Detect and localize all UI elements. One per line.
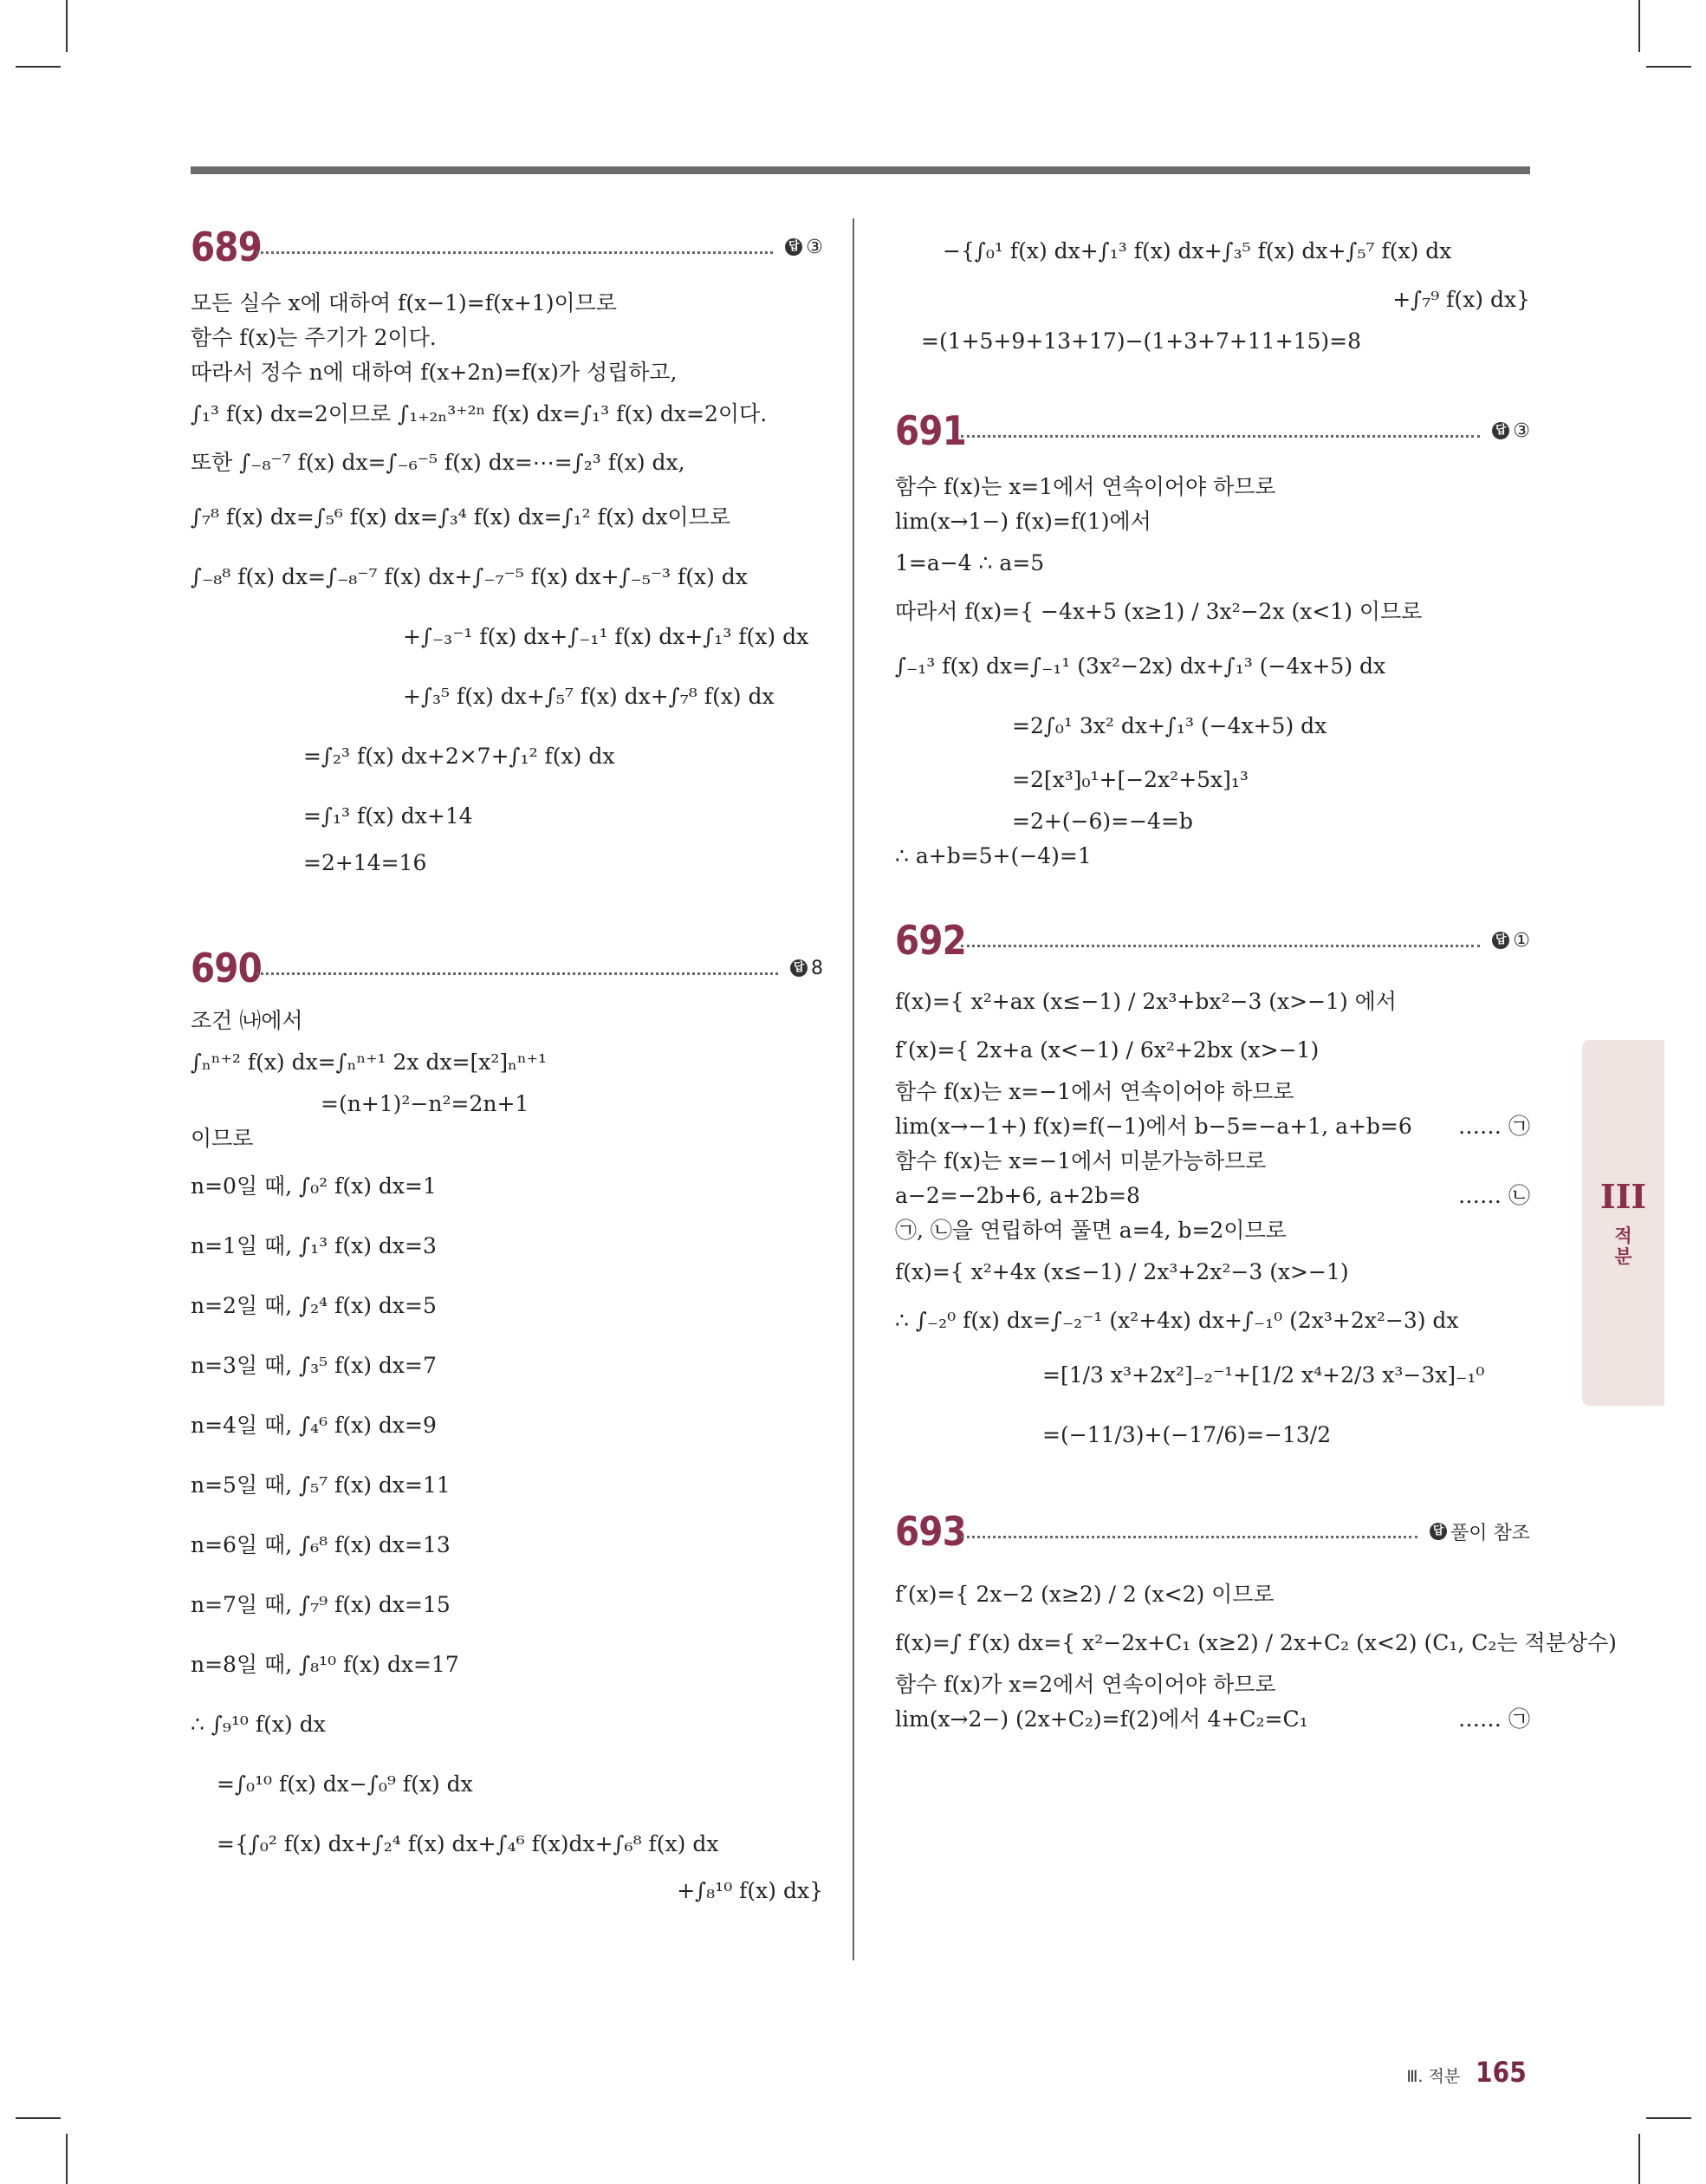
equation-mark: …… ㉡ — [1458, 1183, 1530, 1208]
answer-value: ① — [1513, 929, 1530, 952]
solution-line: ∫₋₁³ f(x) dx=∫₋₁¹ (3x²−2x) dx+∫₁³ (−4x+5) dx — [895, 653, 1386, 679]
answer-badge-icon: 답 — [790, 959, 808, 977]
problem-header-690 — [191, 945, 823, 991]
equation-mark: …… ㉠ — [1458, 1114, 1530, 1139]
solution-line: f′(x)={ 2x+a (x<−1) / 6x²+2bx (x>−1) — [895, 1037, 1320, 1063]
tab-label-char: 분 — [1614, 1246, 1632, 1267]
crop-mark — [1646, 66, 1691, 68]
solution-line: 함수 f(x)는 주기가 2이다. — [191, 325, 437, 350]
solution-line: n=8일 때, ∫₈¹⁰ f(x) dx=17 — [191, 1652, 459, 1677]
answer-value: 8 — [811, 957, 823, 979]
solution-line-marked — [895, 1109, 1530, 1144]
solution-line: +∫₋₃⁻¹ f(x) dx+∫₋₁¹ f(x) dx+∫₁³ f(x) dx — [403, 624, 809, 649]
solution-text: a−2=−2b+6, a+2b=8 — [895, 1183, 1140, 1208]
answer-label — [790, 958, 823, 979]
solution-line: n=7일 때, ∫₇⁹ f(x) dx=15 — [191, 1592, 451, 1617]
leader-dots — [256, 972, 778, 975]
tab-label-char: 적 — [1614, 1225, 1632, 1246]
solution-line: 따라서 f(x)={ −4x+5 (x≥1) / 3x²−2x (x<1) 이므로 — [895, 599, 1423, 624]
solution-line: 이므로 — [191, 1126, 254, 1151]
solution-line: 따라서 정수 n에 대하여 f(x+2n)=f(x)가 성립하고, — [191, 360, 678, 385]
solution-line: n=1일 때, ∫₁³ f(x) dx=3 — [191, 1233, 437, 1258]
solution-line: f(x)=∫ f′(x) dx={ x²−2x+C₁ (x≥2) / 2x+C₂ (x<2) (C₁, C₂는 적분상수) — [895, 1630, 1617, 1655]
solution-line: ∴ ∫₉¹⁰ f(x) dx — [191, 1712, 326, 1737]
leader-dots — [961, 945, 1480, 947]
answer-badge-icon: 답 — [785, 238, 802, 256]
solution-line: =2+14=16 — [303, 850, 427, 875]
crop-mark — [66, 0, 68, 52]
solution-line: n=2일 때, ∫₂⁴ f(x) dx=5 — [191, 1293, 437, 1318]
solution-line-marked — [895, 1702, 1530, 1737]
crop-mark — [1638, 0, 1640, 52]
solution-line: =2[x³]₀¹+[−2x²+5x]₁³ — [1012, 767, 1249, 792]
crop-mark — [16, 66, 61, 68]
leader-dots — [961, 1536, 1417, 1538]
top-rule — [191, 166, 1530, 174]
solution-line: ∫₁³ f(x) dx=2이므로 ∫₁₊₂ₙ³⁺²ⁿ f(x) dx=∫₁³ f(x) dx=2이다. — [191, 401, 768, 426]
solution-line: 함수 f(x)는 x=1에서 연속이어야 하므로 — [895, 474, 1276, 499]
solution-line: ㉠, ㉡을 연립하여 풀면 a=4, b=2이므로 — [895, 1218, 1287, 1243]
crop-mark — [16, 2117, 61, 2119]
problem-number: 690 — [191, 945, 262, 991]
right-column — [895, 227, 1617, 1737]
solution-line: =2+(−6)=−4=b — [1012, 809, 1193, 834]
solution-line: 함수 f(x)가 x=2에서 연속이어야 하므로 — [895, 1672, 1276, 1697]
solution-text: lim(x→2−) (2x+C₂)=f(2)에서 4+C₂=C₁ — [895, 1706, 1308, 1732]
chapter-roman-numeral: III — [1599, 1177, 1647, 1216]
solution-line: f(x)={ x²+4x (x≤−1) / 2x³+2x²−3 (x>−1) — [895, 1259, 1349, 1284]
solution-line: =(1+5+9+13+17)−(1+3+7+11+15)=8 — [921, 328, 1362, 354]
solution-line: ∫ₙⁿ⁺² f(x) dx=∫ₙⁿ⁺¹ 2x dx=[x²]ₙⁿ⁺¹ — [191, 1050, 547, 1075]
answer-badge-icon: 답 — [1430, 1523, 1447, 1540]
problem-number: 692 — [895, 917, 966, 964]
problem-header-691 — [895, 407, 1530, 454]
leader-dots — [256, 251, 773, 254]
column-divider — [853, 218, 854, 1960]
problem-header-689 — [191, 224, 823, 270]
solution-line: lim(x→1−) f(x)=f(1)에서 — [895, 509, 1151, 534]
problem-number: 693 — [895, 1508, 966, 1555]
solution-line: 또한 ∫₋₈⁻⁷ f(x) dx=∫₋₆⁻⁵ f(x) dx=⋯=∫₂³ f(x) dx, — [191, 450, 685, 475]
solution-line: ∴ a+b=5+(−4)=1 — [895, 843, 1092, 868]
page-footer — [1406, 2056, 1530, 2089]
crop-mark — [1638, 2134, 1640, 2184]
crop-mark — [1646, 2117, 1691, 2119]
footer-section: Ⅲ. 적분 — [1406, 2067, 1461, 2086]
answer-label — [1492, 930, 1530, 952]
leader-dots — [961, 435, 1480, 438]
chapter-side-tab[interactable] — [1582, 1040, 1664, 1406]
solution-line: 함수 f(x)는 x=−1에서 미분가능하므로 — [895, 1148, 1267, 1173]
solution-line: 조건 ㈏에서 — [191, 1008, 303, 1033]
page-number: 165 — [1476, 2056, 1527, 2089]
solution-line: 함수 f(x)는 x=−1에서 연속이어야 하므로 — [895, 1079, 1294, 1104]
solution-line: ∫₋₈⁸ f(x) dx=∫₋₈⁻⁷ f(x) dx+∫₋₇⁻⁵ f(x) dx+∫₋₅⁻³ f(x) dx — [191, 564, 748, 589]
equation-mark: …… ㉠ — [1458, 1706, 1530, 1732]
solution-line: =∫₁³ f(x) dx+14 — [303, 803, 473, 829]
solution-line: f′(x)={ 2x−2 (x≥2) / 2 (x<2) 이므로 — [895, 1582, 1275, 1607]
solution-line: −{∫₀¹ f(x) dx+∫₁³ f(x) dx+∫₃⁵ f(x) dx+∫₅⁷ f(x) dx — [943, 238, 1452, 263]
answer-label — [1430, 1518, 1530, 1545]
solution-line: n=4일 때, ∫₄⁶ f(x) dx=9 — [191, 1413, 437, 1438]
solution-line: f(x)={ x²+ax (x≤−1) / 2x³+bx²−3 (x>−1) 에서 — [895, 989, 1397, 1014]
problem-header-692 — [895, 917, 1530, 964]
solution-line: ∴ ∫₋₂⁰ f(x) dx=∫₋₂⁻¹ (x²+4x) dx+∫₋₁⁰ (2x³+2x²−3) dx — [895, 1308, 1459, 1333]
answer-value: ③ — [1513, 419, 1530, 442]
solution-line: =∫₀¹⁰ f(x) dx−∫₀⁹ f(x) dx — [217, 1771, 473, 1797]
solution-line: =(−11/3)+(−17/6)=−13/2 — [1042, 1422, 1332, 1447]
solution-line: +∫₃⁵ f(x) dx+∫₅⁷ f(x) dx+∫₇⁸ f(x) dx — [403, 684, 775, 709]
solution-line: +∫₈¹⁰ f(x) dx} — [677, 1878, 823, 1903]
solution-line: =∫₂³ f(x) dx+2×7+∫₁² f(x) dx — [303, 744, 615, 769]
solution-line: +∫₇⁹ f(x) dx} — [1392, 287, 1530, 312]
solution-line: 모든 실수 x에 대하여 f(x−1)=f(x+1)이므로 — [191, 290, 617, 315]
solution-line: =2∫₀¹ 3x² dx+∫₁³ (−4x+5) dx — [1012, 713, 1327, 738]
answer-value: ③ — [806, 236, 823, 258]
solution-line: n=0일 때, ∫₀² f(x) dx=1 — [191, 1173, 437, 1199]
solution-line: ={∫₀² f(x) dx+∫₂⁴ f(x) dx+∫₄⁶ f(x)dx+∫₆⁸ f(x) dx — [217, 1831, 719, 1856]
problem-number: 691 — [895, 407, 966, 454]
chapter-tab-label — [1582, 1225, 1664, 1267]
solution-line: =(n+1)²−n²=2n+1 — [321, 1091, 529, 1116]
solution-line: =[1/3 x³+2x²]₋₂⁻¹+[1/2 x⁴+2/3 x³−3x]₋₁⁰ — [1042, 1362, 1485, 1388]
answer-label — [785, 237, 823, 258]
crop-mark — [66, 2134, 68, 2184]
solution-line: n=5일 때, ∫₅⁷ f(x) dx=11 — [191, 1472, 451, 1498]
solution-line: n=3일 때, ∫₃⁵ f(x) dx=7 — [191, 1353, 437, 1378]
answer-label — [1492, 420, 1530, 442]
solution-line: n=6일 때, ∫₆⁸ f(x) dx=13 — [191, 1532, 451, 1557]
problem-number: 689 — [191, 224, 262, 270]
answer-badge-icon: 답 — [1492, 422, 1509, 439]
solution-line: ∫₇⁸ f(x) dx=∫₅⁶ f(x) dx=∫₃⁴ f(x) dx=∫₁² f(x) dx이므로 — [191, 504, 730, 530]
solution-line: 1=a−4 ∴ a=5 — [895, 550, 1045, 575]
answer-badge-icon: 답 — [1492, 932, 1509, 949]
left-column — [191, 224, 823, 1908]
problem-header-693 — [895, 1508, 1530, 1555]
answer-value: 풀이 참조 — [1450, 1522, 1530, 1544]
solution-text: lim(x→−1+) f(x)=f(−1)에서 b−5=−a+1, a+b=6 — [895, 1114, 1412, 1139]
solution-line-marked — [895, 1179, 1530, 1213]
